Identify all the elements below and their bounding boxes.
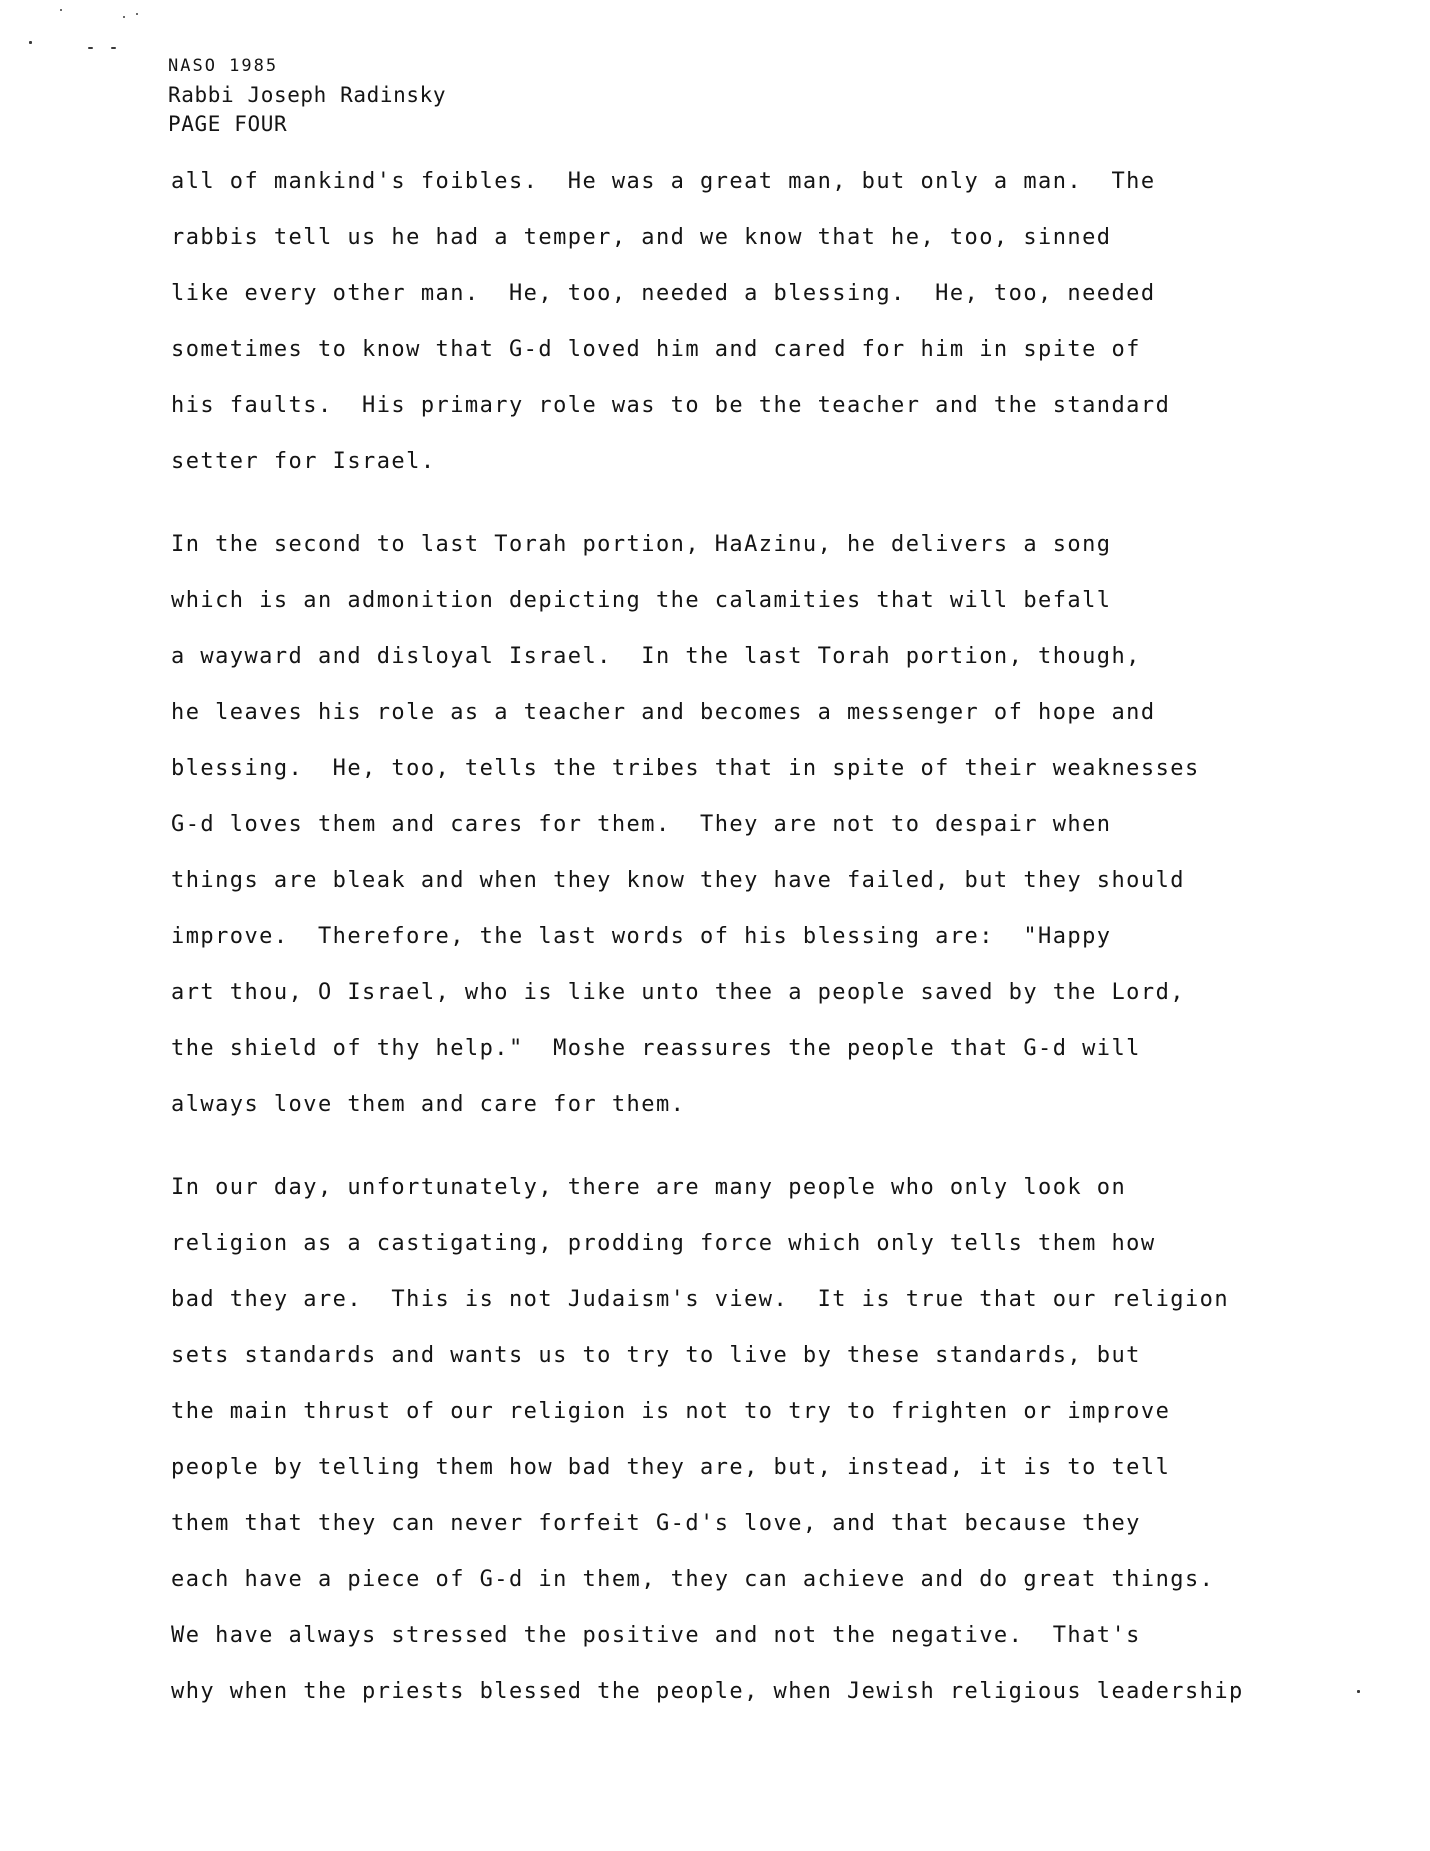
text-line: improve. Therefore, the last words of his blessing are: "Happy (171, 924, 1112, 949)
text-line: blessing. He, too, tells the tribes that in spite of their weaknesses (171, 756, 1200, 781)
text-line: he leaves his role as a teacher and becomes a messenger of hope and (171, 700, 1156, 725)
text-line: In the second to last Torah portion, HaAzinu, he delivers a song (171, 532, 1112, 557)
text-line: his faults. His primary role was to be the teacher and the standard (171, 393, 1171, 418)
text-line: setter for Israel. (171, 449, 436, 474)
text-line: things are bleak and when they know they have failed, but they should (171, 868, 1185, 893)
text-line: G-d loves them and cares for them. They are not to despair when (171, 812, 1112, 837)
text-line: sets standards and wants us to try to live by these standards, but (171, 1343, 1141, 1368)
text-line: people by telling them how bad they are, but, instead, it is to tell (171, 1455, 1171, 1480)
scan-speck (1357, 1690, 1360, 1693)
text-line: In our day, unfortunately, there are many people who only look on (171, 1175, 1127, 1200)
paragraph-2 (171, 517, 1371, 1133)
header-parasha-year: NASO 1985 (168, 56, 279, 76)
text-line: sometimes to know that G-d loved him and cared for him in spite of (171, 337, 1141, 362)
text-line: always love them and care for them. (171, 1092, 686, 1117)
text-line: like every other man. He, too, needed a blessing. He, too, needed (171, 281, 1156, 306)
text-line: art thou, O Israel, who is like unto thee a people saved by the Lord, (171, 980, 1185, 1005)
text-line: religion as a castigating, prodding force which only tells them how (171, 1231, 1156, 1256)
paragraph-1 (171, 154, 1371, 490)
text-line: the shield of thy help." Moshe reassures the people that G-d will (171, 1036, 1141, 1061)
header-page-number: PAGE FOUR (168, 112, 288, 136)
header-author: Rabbi Joseph Radinsky (168, 83, 447, 107)
text-line: the main thrust of our religion is not to try to frighten or improve (171, 1399, 1171, 1424)
text-line: We have always stressed the positive and not the negative. That's (171, 1623, 1141, 1648)
paragraph-spacer (171, 490, 1371, 517)
text-line: bad they are. This is not Judaism's view. It is true that our religion (171, 1287, 1230, 1312)
text-line: why when the priests blessed the people, when Jewish religious leadership (171, 1679, 1244, 1704)
body-text (171, 154, 1371, 1720)
text-line: which is an admonition depicting the calamities that will befall (171, 588, 1112, 613)
paragraph-3 (171, 1160, 1371, 1720)
scan-speck (136, 13, 138, 15)
scan-speck (29, 41, 32, 44)
text-line: them that they can never forfeit G-d's love, and that because they (171, 1511, 1141, 1536)
scan-speck (88, 47, 93, 49)
paragraph-spacer (171, 1133, 1371, 1160)
scan-speck (60, 9, 62, 11)
text-line: rabbis tell us he had a temper, and we know that he, too, sinned (171, 225, 1112, 250)
scan-speck (111, 47, 116, 49)
text-line: a wayward and disloyal Israel. In the last Torah portion, though, (171, 644, 1141, 669)
scan-speck (123, 16, 125, 18)
document-header (168, 52, 446, 139)
text-line: all of mankind's foibles. He was a great man, but only a man. The (171, 169, 1156, 194)
text-line: each have a piece of G-d in them, they can achieve and do great things. (171, 1567, 1215, 1592)
